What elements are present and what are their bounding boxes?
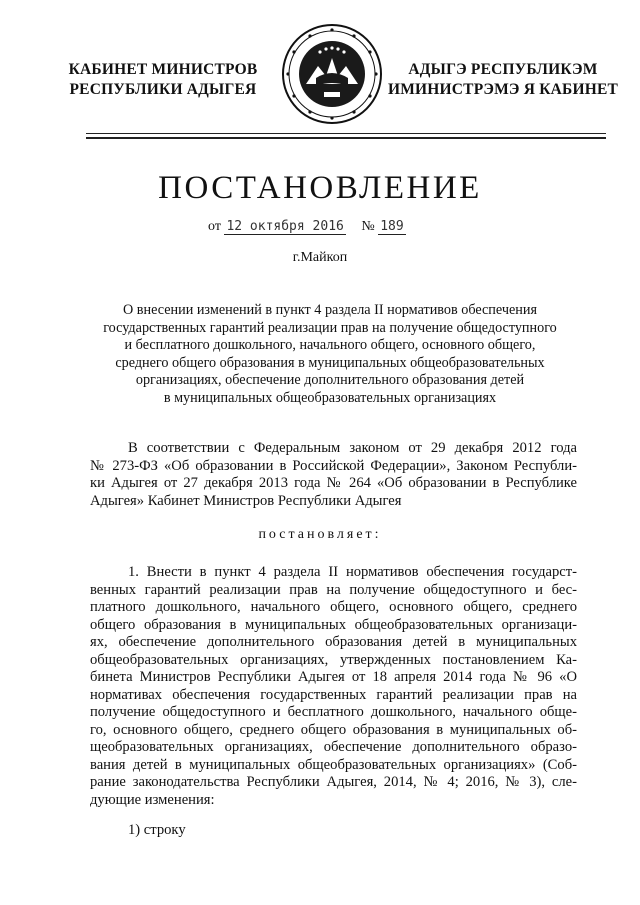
header-left-line: КАБИНЕТ МИНИСТРОВ (68, 61, 258, 78)
preamble-paragraph (90, 440, 577, 510)
subject-line: в муниципальных общеобразовательных организациях (163, 389, 497, 406)
preamble-line: Адыгея» Кабинет Министров Республики Адыгея (90, 492, 402, 509)
date-month-year: октября 2016 (249, 219, 344, 234)
preamble-line: ки Адыгея от 27 декабря 2013 года № 264 «Об образовании в Республике (90, 475, 577, 491)
clause-1-paragraph (90, 564, 577, 809)
subject-line: О внесении изменений в пункт 4 раздела II нормативов обеспечения (123, 302, 537, 318)
clause-line: дующие изменения: (90, 791, 215, 808)
subject-line: организациях, обеспечение дополнительного образования детей (135, 372, 525, 388)
number-label: № (361, 219, 375, 234)
subject-line: государственных гарантий реализации прав на получение общедоступного (103, 319, 557, 336)
header-divider-thin (86, 133, 606, 134)
clause-line: платного дошкольного, начального общего, основного общего, среднего (90, 599, 577, 615)
document-number: 189 (380, 219, 404, 234)
document-date-number (208, 219, 406, 235)
preamble-line: № 273-ФЗ «Об образовании в Российской Федерации», Законом Республи- (90, 457, 577, 474)
clause-line: рание законодательства Республики Адыгея, 2014, № 4; 2016, № 3), сле- (90, 774, 577, 790)
clause-line: общеобразовательных организациях, утвержденных постановлением Ка- (90, 651, 577, 668)
header-left-org-name (58, 60, 268, 100)
header-left-line: РЕСПУБЛИКИ АДЫГЕЯ (69, 81, 257, 98)
subject-line: и бесплатного дошкольного, начального общего, основного общего, (124, 337, 536, 353)
header-right-org-name (378, 60, 628, 100)
coat-of-arms-icon (280, 22, 384, 126)
clause-line: бинета Министров Республики Адыгея от 18 апреля 2014 года № 96 «О (90, 669, 577, 685)
city-name: г.Майкоп (292, 250, 348, 265)
sub-item-1: 1) строку (128, 822, 186, 838)
clause-line: го, основного общего, среднего общего образования в муниципальных об- (90, 721, 577, 738)
decree-word: постановляет: (258, 527, 382, 542)
clause-line: общего образования в муниципальных общеобразовательных организаци- (90, 616, 577, 633)
clause-line: венных гарантий реализации прав на получение общедоступного и бес- (90, 581, 577, 598)
clause-line: вания детей в муниципальных общеобразовательных организациях» (Соб- (90, 756, 577, 773)
clause-line: 1. Внести в пункт 4 раздела II нормативов обеспечения государст- (128, 564, 577, 580)
clause-line: ях, обеспечение дополнительного образования детей в муниципальных (90, 634, 577, 650)
subject-line: среднего общего образования в муниципальных общеобразовательных (115, 354, 545, 371)
clause-line: нормативах обеспечения государственных гарантий реализации прав на (90, 686, 577, 703)
clause-line: получение общедоступного и бесплатного дошкольного, начального обще- (90, 704, 577, 720)
preamble-line: В соответствии с Федеральным законом от 29 декабря 2012 года (128, 440, 577, 456)
date-day: 12 (226, 219, 243, 234)
date-value (224, 219, 345, 235)
clause-line: щеобразовательных организациях, обеспечение дополнительного образо- (90, 739, 577, 755)
header-right-line: АДЫГЭ РЕСПУБЛИКЭМ (408, 61, 598, 78)
date-prefix: от (208, 219, 221, 234)
header-divider-thick (86, 137, 606, 139)
document-title: ПОСТАНОВЛЕНИЕ (158, 170, 482, 206)
header-right-line: ИМИНИСТРЭМЭ Я КАБИНЕТ (387, 81, 619, 98)
document-subject (80, 302, 580, 407)
